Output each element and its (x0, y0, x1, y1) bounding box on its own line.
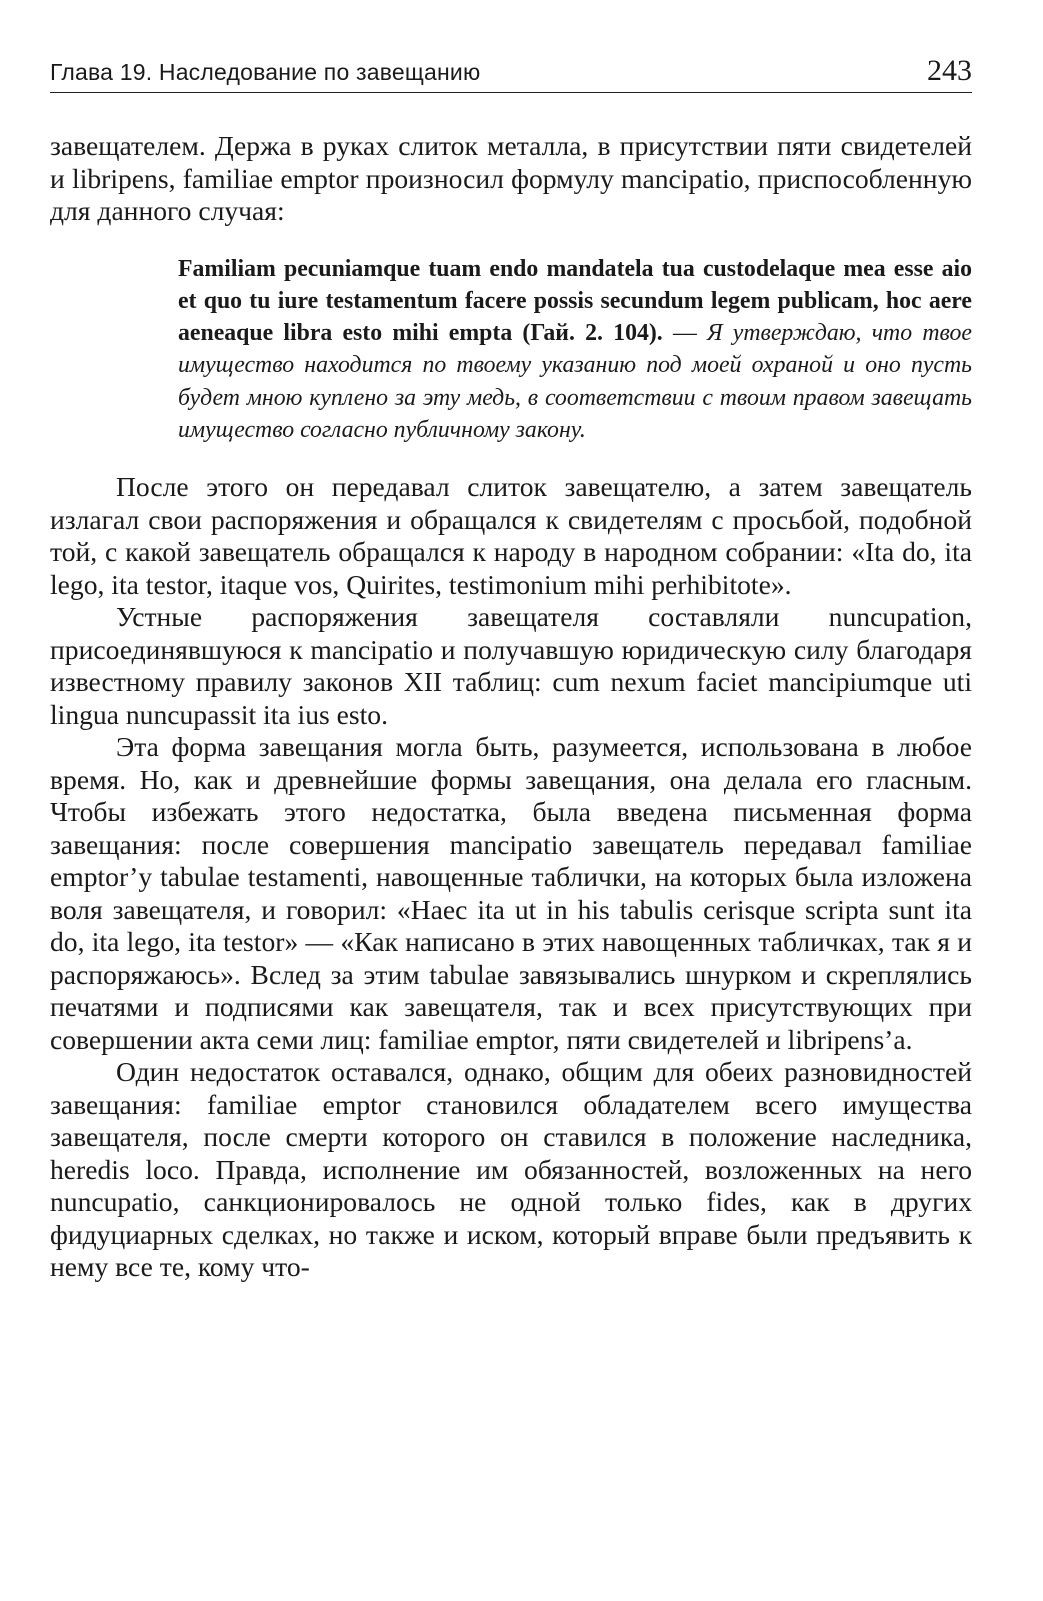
latin-formula-quote (178, 253, 972, 447)
quote-dash: — (662, 320, 707, 347)
page-number: 243 (927, 54, 972, 87)
latin-formula: Familiam pecuniamque tuam endo mandatela tua custodelaque mea esse aio et quo tu iure testamentum facere possis secundum legem publicam, hoc aere aeneaque libra esto mihi empta (Гай. 2. 104). (178, 255, 972, 347)
paragraph: Устные распоряжения завещателя составляли nuncupation, присоединявшуюся к mancipatio и получавшую юридическую силу благодаря известному правилу законов XII таблиц: cum nexum faciet mancipiumque uti lingua nuncupassit ita ius esto. (50, 601, 972, 730)
running-head (50, 40, 972, 93)
main-text (50, 130, 972, 1284)
paragraph: Один недостаток оставался, однако, общим для обеих разновидностей завещания: familiae emptor становился обладателем всего имущества завещателя, после смерти которого он ставился в положение наследника, heredis loco. Правда, исполнение им обязанностей, возложенных на него nuncupatio, санкционировалось не одной только fides, как в других фидуциарных сделках, но также и иском, который вправе были предъявить к нему все те, кому что- (50, 1056, 972, 1283)
book-page (50, 40, 972, 1284)
chapter-title: Глава 19. Наследование по завещанию (50, 59, 481, 85)
paragraph: После этого он передавал слиток завещателю, а затем завещатель излагал свои распоряжения и обращался к свидетелям с просьбой, подобной той, с какой завещатель обращался к народу в народном собрании: «Ita do, ita lego, ita testor, itaque vos, Quirites, testimonium mihi perhibitote». (50, 471, 972, 600)
paragraph: Эта форма завещания могла быть, разумеется, использована в любое время. Но, как и древнейшие формы завещания, она делала его гласным. Чтобы избежать этого недостатка, была введена письменная форма завещания: после совершения mancipatio завещатель передавал familiae emptor’y tabulae testamenti, навощенные таблички, на которых была изложена воля завещателя, и говорил: «Haec ita ut in his tabulis cerisque scripta sunt ita do, ita lego, ita testor» — «Как написано в этих навощенных табличках, так я и распоряжаюсь». Вслед за этим tabulae завязывались шнурком и скреплялись печатями и подписями как завещателя, так и всех присутствующих при совершении акта семи лиц: familiae emptor, пяти свидетелей и libripens’a. (50, 731, 972, 1055)
formula-translation: Я утверждаю, что твое имущество находится по твоему указанию под моей охраной и оно пусть будет мною куплено за эту медь, в соответствии с твоим правом завещать имущество согласно публичному закону. (178, 320, 972, 443)
paragraph: завещателем. Держа в руках слиток металла, в присутствии пяти свидетелей и libripens, familiae emptor произносил формулу mancipatio, приспособленную для данного случая: (50, 130, 972, 226)
